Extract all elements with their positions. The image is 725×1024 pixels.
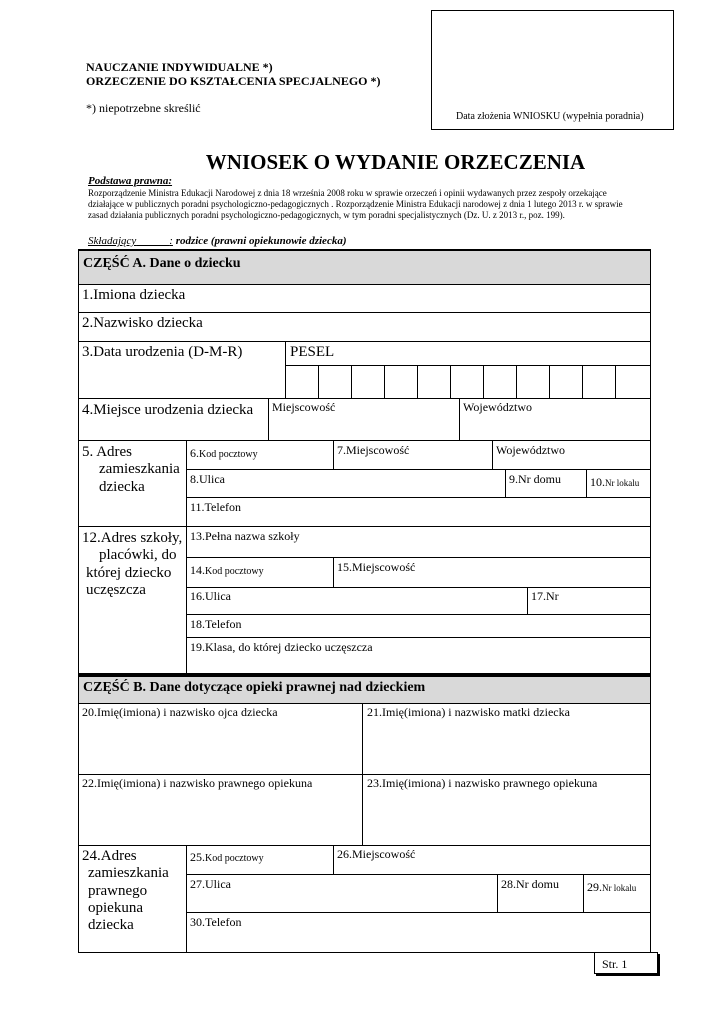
school-class-field[interactable]: 19.Klasa, do której dziecko uczęszcza (190, 640, 373, 654)
section-a-title: CZĘŚĆ A. Dane o dziecku (78, 251, 651, 284)
child-address-num: 5. (82, 444, 94, 460)
child-city-field[interactable]: 7.Miejscowość (337, 443, 410, 457)
header-note: *) niepotrzebne skreślić (86, 101, 201, 115)
child-address-label-1: Adres (96, 444, 133, 460)
guardian-address-label (82, 848, 169, 934)
school-number-field[interactable]: 17.Nr (531, 589, 559, 603)
mother-name-field[interactable]: 21.Imię(imiona) i nazwisko matki dziecka (367, 705, 570, 719)
guardian-address-label-1: 24.Adres (82, 848, 137, 864)
birth-province-field[interactable]: Województwo (463, 400, 533, 414)
child-first-names-field[interactable]: 1.Imiona dziecka (82, 287, 186, 303)
school-label-2: placówki, do (99, 547, 177, 564)
guardian-flat-number-field[interactable]: 29.Nr lokalu (587, 880, 637, 894)
applicant-colon: : (169, 235, 173, 247)
guardian-2-name-field[interactable]: 23.Imię(imiona) i nazwisko prawnego opiekuna (367, 776, 598, 790)
legal-basis-label: Podstawa prawna: (88, 175, 173, 187)
guardian-1-name-field[interactable]: 22.Imię(imiona) i nazwisko prawnego opiekuna (82, 776, 313, 790)
guardian-street-field[interactable]: 27.Ulica (190, 877, 231, 891)
child-birth-place-label: 4.Miejsce urodzenia dziecka (82, 402, 254, 418)
guardian-house-number-field[interactable]: 28.Nr domu (501, 877, 559, 891)
applicant-label: Składający (88, 235, 137, 247)
legal-line-1: Rozporządzenie Ministra Edukacji Narodowej z dnia 18 września 2008 roku w sprawie orzeczeń i opinii wydawanych przez zespoły orzekające (88, 188, 607, 198)
school-street-field[interactable]: 16.Ulica (190, 589, 231, 603)
pesel-label: PESEL (290, 344, 335, 360)
legal-line-3: zasad działania publicznych poradni psychologiczno-pedagogicznych, w tym poradni specjalistycznych (Dz. U. z 2013 r., poz. 199). (88, 210, 565, 220)
guardian-address-label-4: opiekuna (88, 899, 143, 916)
school-phone-field[interactable]: 18.Telefon (190, 617, 242, 631)
applicant-blank: ______ (136, 235, 170, 247)
guardian-city-field[interactable]: 26.Miejscowość (337, 847, 416, 861)
child-surname-field[interactable]: 2.Nazwisko dziecka (82, 315, 203, 331)
child-address-label-2: zamieszkania (99, 461, 180, 478)
applicant-line (88, 235, 347, 247)
child-birth-date-field[interactable]: 3.Data urodzenia (D-M-R) (82, 344, 243, 360)
school-label-4: uczęszcza (86, 581, 146, 598)
applicant-value: rodzice (prawni opiekunowie dziecka) (172, 235, 347, 247)
school-label-3: której dziecko (86, 564, 172, 581)
child-province-field[interactable]: Województwo (496, 443, 566, 457)
birth-city-field[interactable]: Miejscowość (272, 400, 336, 414)
child-address-label (82, 444, 180, 496)
school-name-field[interactable]: 13.Pełna nazwa szkoły (190, 529, 300, 543)
guardian-phone-field[interactable]: 30.Telefon (190, 915, 242, 929)
school-address-label (82, 530, 182, 599)
header-line-individual: NAUCZANIE INDYWIDUALNE *) (86, 60, 273, 74)
section-b-title: CZĘŚĆ B. Dane dotyczące opieki prawnej nad dzieckiem (78, 677, 651, 703)
guardian-postal-code-field[interactable]: 25.Kod pocztowy (190, 850, 264, 864)
date-box-label: Data złożenia WNIOSKU (wypełnia poradnia) (456, 111, 644, 122)
guardian-address-label-2: zamieszkania (88, 865, 169, 882)
school-label-1: 12.Adres szkoły, (82, 530, 183, 546)
child-street-field[interactable]: 8.Ulica (190, 472, 225, 486)
legal-line-2: działające w publicznych poradni psychologiczno-pedagogicznych . Rozporządzenie Ministra Edukacji narodowej z dnia 1 lutego 2013 r. w sprawie (88, 199, 623, 209)
father-name-field[interactable]: 20.Imię(imiona) i nazwisko ojca dziecka (82, 705, 278, 719)
child-phone-field[interactable]: 11.Telefon (190, 500, 242, 514)
child-flat-number-field[interactable]: 10.Nr lokalu (590, 475, 640, 489)
guardian-address-label-5: dziecka (88, 917, 134, 933)
date-box[interactable] (431, 10, 674, 130)
page-title: WNIOSEK O WYDANIE ORZECZENIA (205, 150, 586, 174)
school-city-field[interactable]: 15.Miejscowość (337, 560, 416, 574)
school-postal-code-field[interactable]: 14.Kod pocztowy (190, 563, 264, 577)
child-postal-code-field[interactable]: 6.Kod pocztowy (190, 446, 258, 460)
pesel-input-cells[interactable] (286, 366, 651, 398)
header-line-special: ORZECZENIE DO KSZTAŁCENIA SPECJALNEGO *) (86, 74, 381, 88)
child-house-number-field[interactable]: 9.Nr domu (509, 472, 561, 486)
child-address-label-3: dziecka (99, 478, 145, 495)
guardian-address-label-3: prawnego (88, 882, 148, 899)
page-number: Str. 1 (594, 952, 658, 974)
